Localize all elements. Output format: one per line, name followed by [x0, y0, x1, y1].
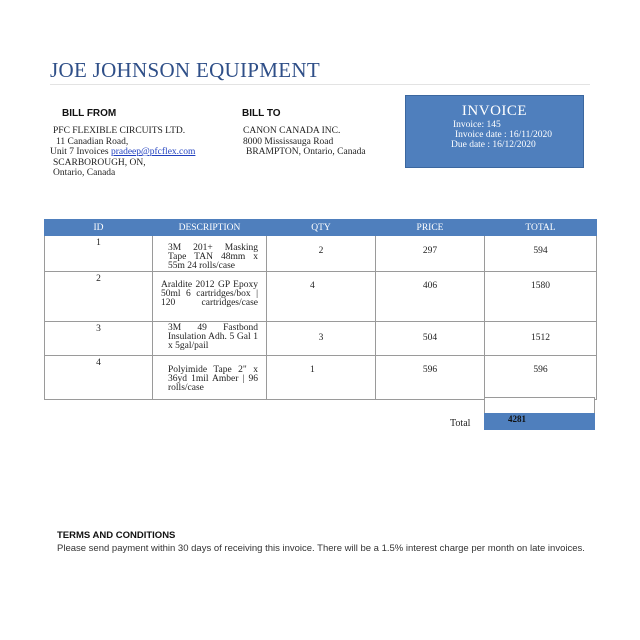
row-description: 3M 201+ Masking Tape TAN 48mm x 55m 24 rolls/case [153, 236, 267, 272]
bill-to-address [243, 126, 366, 158]
row-id: 3 [45, 322, 153, 356]
bill-from-name: PFC FLEXIBLE CIRCUITS LTD. [53, 126, 186, 136]
bill-to-address1: 8000 Mississauga Road [243, 136, 334, 147]
row-description: Polyimide Tape 2" x 36yd 1mil Amber | 96 rolls/case [153, 356, 267, 400]
row-id: 1 [45, 236, 153, 272]
column-header-qty: QTY [267, 220, 376, 236]
row-qty: 1 [267, 356, 376, 400]
bill-to-label: BILL TO [242, 108, 281, 119]
invoice-info-box [405, 95, 584, 168]
terms-text: Please send payment within 30 days of receiving this invoice. There will be a 1.5% interest charge per month on late invoices. [57, 543, 585, 554]
terms-title: TERMS AND CONDITIONS [57, 530, 176, 541]
total-label: Total [450, 418, 471, 429]
title-divider [50, 84, 590, 85]
table-header-row [45, 220, 597, 236]
invoice-title: INVOICE [461, 103, 528, 119]
row-description: 3M 49 Fastbond Insulation Adh. 5 Gal 1 x 5gal/pail [153, 322, 267, 356]
bill-to-name: CANON CANADA INC. [243, 126, 341, 136]
row-qty: 2 [267, 236, 376, 272]
bill-from-city: SCARBOROUGH, ON, [53, 157, 146, 168]
column-header-id: ID [45, 220, 153, 236]
row-price: 504 [376, 322, 485, 356]
column-header-total: TOTAL [485, 220, 597, 236]
row-total: 594 [485, 236, 597, 272]
row-total: 1512 [485, 322, 597, 356]
bill-to-city: BRAMPTON, Ontario, Canada [246, 147, 366, 157]
column-header-price: PRICE [376, 220, 485, 236]
company-name: JOE JOHNSON EQUIPMENT [50, 58, 320, 82]
invoice-due-date: Due date : 16/12/2020 [451, 140, 536, 150]
bill-from-address1: 11 Canadian Road, [56, 136, 129, 147]
row-qty: 3 [267, 322, 376, 356]
total-value: 4281 [508, 414, 526, 424]
row-qty: 4 [267, 272, 376, 322]
row-total: 1580 [485, 272, 597, 322]
bill-from-address2 [50, 147, 195, 158]
row-description: Araldite 2012 GP Epoxy 50ml 6 cartridges/box | 120 cartridges/case [153, 272, 267, 322]
table-row [45, 236, 597, 272]
row-price: 596 [376, 356, 485, 400]
bill-from-address [50, 126, 196, 179]
bill-from-email-link[interactable]: pradeep@pfcflex.com [110, 147, 196, 157]
row-price: 406 [376, 272, 485, 322]
table-row [45, 356, 597, 400]
row-total: 596 [485, 356, 597, 400]
table-row [45, 272, 597, 322]
column-header-description: DESCRIPTION [153, 220, 267, 236]
total-value-cell [484, 413, 595, 430]
row-id: 2 [45, 272, 153, 322]
invoice-date: Invoice date : 16/11/2020 [455, 130, 552, 140]
bill-from-label: BILL FROM [62, 108, 117, 119]
invoice-number: Invoice: 145 [453, 120, 501, 130]
bill-from-address2-prefix: Unit 7 Invoices [50, 147, 109, 157]
row-price: 297 [376, 236, 485, 272]
bill-from-region: Ontario, Canada [53, 168, 116, 178]
table-row [45, 322, 597, 356]
row-id: 4 [45, 356, 153, 400]
line-items-table [44, 219, 597, 400]
